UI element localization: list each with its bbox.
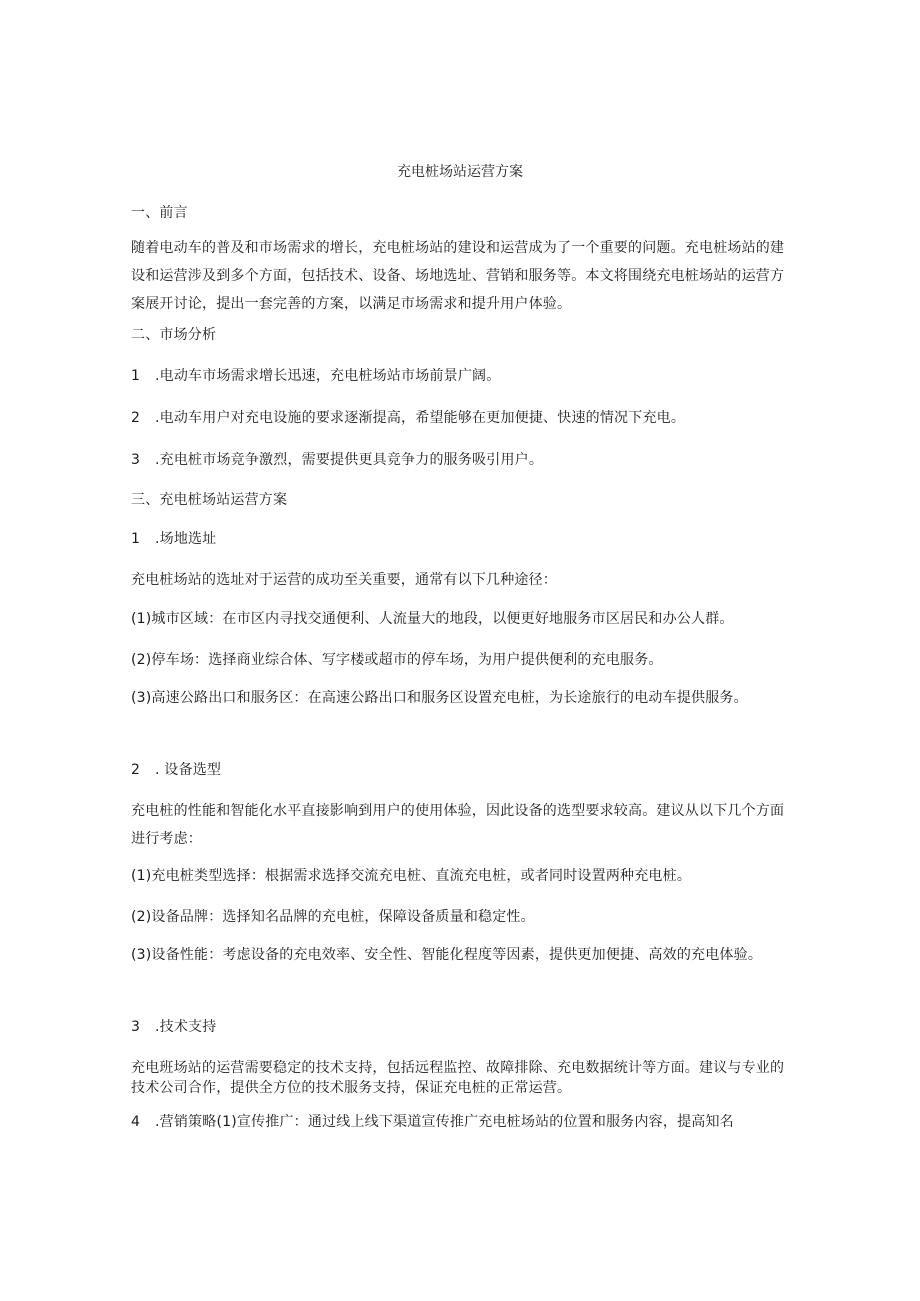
site-selection-item-1: (1)城市区域：在市区内寻找交通便利、人流量大的地段，以便更好地服务市区居民和办公人群。: [131, 611, 734, 627]
list-text: .电动车用户对充电设施的要求逐渐提高，希望能够在更加便捷、快速的情况下充电。: [155, 410, 686, 426]
equipment-item-1: (1)充电桩类型选择：根据需求选择交流充电桩、直流充电桩，或者同时设置两种充电桩。: [131, 868, 692, 884]
subsection-text: .营销策略(1)宣传推广：通过线上线下渠道宣传推广充电桩场站的位置和服务内容，提高知名: [155, 1114, 734, 1130]
list-number: 1: [131, 368, 141, 384]
list-number: 2: [131, 762, 141, 778]
subsection-marketing: [131, 1108, 786, 1136]
subsection-title: .技术支持: [155, 1019, 217, 1035]
list-text: .电动车市场需求增长迅速，充电桩场站市场前景广阔。: [155, 368, 501, 384]
list-number: 1: [131, 531, 141, 547]
market-item-3: [131, 446, 786, 474]
preface-paragraph: 随着电动车的普及和市场需求的增长，充电桩场站的建设和运营成为了一个重要的问题。充电桩场站的建设和运营涉及到多个方面，包括技术、设备、场地选址、营销和服务等。本文将围绕充电桩场站的运营方案展开讨论，提出一套完善的方案，以满足市场需求和提升用户体验。: [131, 240, 785, 312]
subsection-site-selection: [131, 525, 786, 553]
document-title: 充电桩场站运营方案: [397, 164, 523, 180]
list-number: 2: [131, 410, 141, 426]
site-selection-item-2: (2)停车场：选择商业综合体、写字楼或超市的停车场，为用户提供便利的充电服务。: [131, 652, 663, 668]
section-heading-plan: 三、充电桩场站运营方案: [131, 492, 288, 508]
subsection-title: . 设备选型: [155, 762, 222, 778]
list-number: 4: [131, 1114, 141, 1130]
subsection-tech-support: [131, 1013, 786, 1041]
section-heading-preface: 一、前言: [131, 205, 188, 221]
subsection-title: .场地选址: [155, 531, 217, 547]
site-selection-intro: 充电桩场站的选址对于运营的成功至关重要，通常有以下几种途径：: [131, 572, 557, 588]
equipment-item-2: (2)设备品牌：选择知名品牌的充电桩，保障设备质量和稳定性。: [131, 909, 535, 925]
list-number: 3: [131, 452, 141, 468]
site-selection-item-3: (3)高速公路出口和服务区：在高速公路出口和服务区设置充电桩，为长途旅行的电动车提供服务。: [131, 690, 748, 706]
market-item-1: [131, 362, 786, 390]
market-item-2: [131, 404, 786, 432]
equipment-intro: 充电桩的性能和智能化水平直接影响到用户的使用体验，因此设备的选型要求较高。建议从以下几个方面进行考虑：: [131, 803, 785, 847]
tech-support-paragraph: 充电班场站的运营需要稳定的技术支持，包括远程监控、故障排除、充电数据统计等方面。建议与专业的技术公司合作，提供全方位的技术服务支持，保证充电桩的正常运营。: [131, 1060, 785, 1096]
section-heading-market: 二、市场分析: [131, 327, 217, 343]
equipment-item-3: (3)设备性能：考虑设备的充电效率、安全性、智能化程度等因素，提供更加便捷、高效的充电体验。: [131, 947, 763, 963]
subsection-equipment: [131, 756, 786, 784]
list-text: .充电桩市场竞争激烈，需要提供更具竞争力的服务吸引用户。: [155, 452, 544, 468]
list-number: 3: [131, 1019, 141, 1035]
